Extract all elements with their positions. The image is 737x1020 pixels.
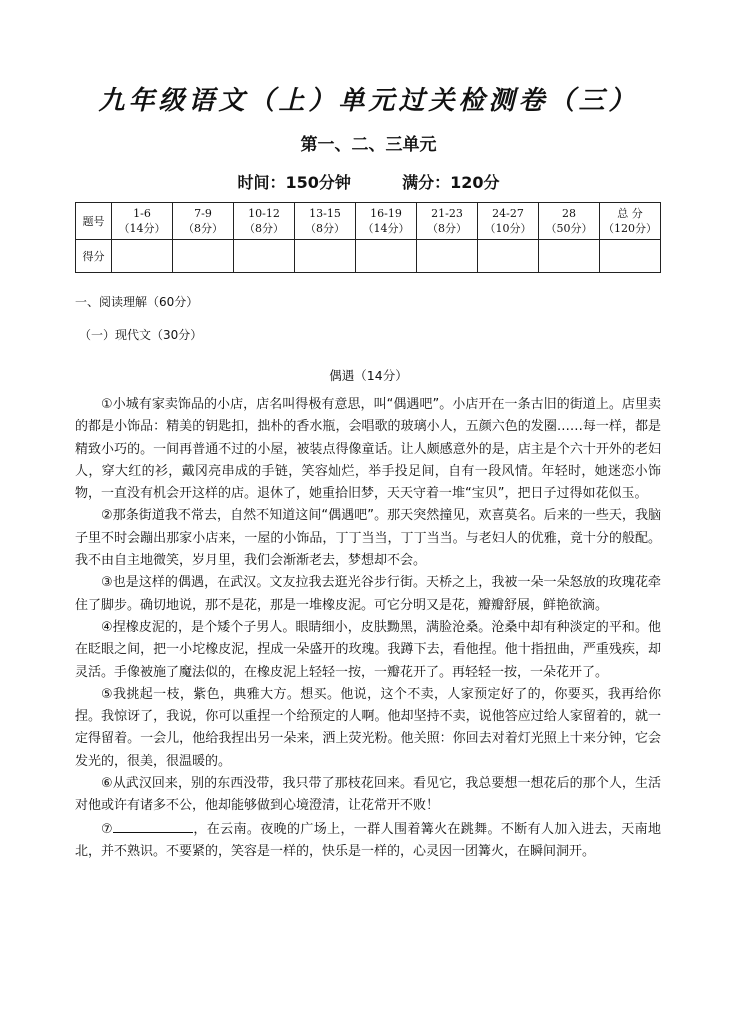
score-col-total: 总 分 （120分）: [600, 203, 661, 240]
article-paragraph: ②那条街道我不常去，自然不知道这间“偶遇吧”。那天突然撞见，欢喜莫名。后来的一些天，我脑子里不时会蹦出那家小店来，一屋的小饰品，丁丁当当，丁丁当当。与老妇人的优雅，竟十分的般配。我不由自主地微笑，岁月里，我们会渐渐老去，梦想却不会。: [75, 508, 661, 569]
article-paragraph: [75, 818, 661, 864]
score-col-5: 16-19 （14分）: [356, 203, 417, 240]
article-title: 偶遇（14分）: [329, 368, 408, 383]
question-number-row: [76, 203, 661, 240]
article-paragraph: ③也是这样的偶遇，在武汉。文友拉我去逛光谷步行街。天桥之上，我被一朵一朵怒放的玫瑰花牵住了脚步。确切地说，那不是花，那是一堆橡皮泥。可它分明又是花，瓣瓣舒展，鲜艳欲滴。: [75, 575, 661, 613]
score-cell[interactable]: [234, 240, 295, 273]
score-col-8: 28 （50分）: [539, 203, 600, 240]
score-table: [75, 202, 661, 273]
score-col-4: 13-15 （8分）: [295, 203, 356, 240]
score-cell[interactable]: [600, 240, 661, 273]
score-cell[interactable]: [173, 240, 234, 273]
score-entry-row: [76, 240, 661, 273]
time-label: 时间：150分钟: [237, 173, 351, 192]
section-modern-heading: （一）现代文（30分）: [79, 328, 203, 342]
article-body: [75, 394, 661, 863]
score-cell[interactable]: [112, 240, 173, 273]
score-cell[interactable]: [478, 240, 539, 273]
score-col-3: 10-12 （8分）: [234, 203, 295, 240]
score-col-6: 21-23 （8分）: [417, 203, 478, 240]
exam-title: 九年级语文（上）单元过关检测卷（三）: [98, 86, 639, 116]
article-paragraph: ①小城有家卖饰品的小店，店名叫得极有意思，叫“偶遇吧”。小店开在一条古旧的街道上。店里卖的都是小饰品：精美的钥匙扣，拙朴的香水瓶，会唱歌的玻璃小人，五颜六色的发圈……每一样，都是精致小巧的。一间再普通不过的小屋，被装点得像童话。让人颇感意外的是，店主是个六十开外的老妇人，穿大红的衫，戴冈亮串成的手链，笑容灿烂，举手投足间，自有一段风情。年轻时，她迷恋小饰物，一直没有机会开这样的店。退休了，她重拾旧梦，天天守着一堆“宝贝”，把日子过得如花似玉。: [75, 397, 661, 502]
score-cell[interactable]: [356, 240, 417, 273]
score-col-2: 7-9 （8分）: [173, 203, 234, 240]
article-paragraph: ⑤我挑起一枝，紫色，典雅大方。想买。他说，这个不卖，人家预定好了的，你要买，我再给你捏。我惊讶了，我说，你可以重捏一个给预定的人啊。他却坚持不卖，说他答应过给人家留着的，就一定得留着。一会儿，他给我捏出另一朵来，洒上荧光粉。他关照：你回去对着灯光照上十来分钟，它会发光的，很美，很温暖的。: [75, 686, 661, 769]
row-label-score: 得分: [76, 240, 112, 273]
unit-subtitle: 第一、二、三单元: [300, 135, 437, 155]
article-paragraph: ⑥从武汉回来，别的东西没带，我只带了那枝花回来。看见它，我总要想一想花后的那个人，生活对他或许有诸多不公，他却能够做到心境澄清，让花常开不败！: [75, 776, 661, 814]
row-label-question: 题号: [76, 203, 112, 240]
score-col-1: 1-6 （14分）: [112, 203, 173, 240]
time-score-line: [0, 170, 737, 193]
score-cell[interactable]: [539, 240, 600, 273]
section-reading-heading: 一、阅读理解（60分）: [75, 295, 199, 309]
score-col-7: 24-27 （10分）: [478, 203, 539, 240]
paragraph-number: ⑦: [101, 821, 114, 837]
fill-in-blank[interactable]: [113, 818, 193, 833]
article-paragraph: ④捏橡皮泥的，是个矮个子男人。眼睛细小，皮肤黝黑，满脸沧桑。沧桑中却有种淡定的平和。他在眨眼之间，把一小坨橡皮泥，捏成一朵盛开的玫瑰。我蹲下去，看他捏。他十指扭曲，严重残疾，却灵活。手像被施了魔法似的，在橡皮泥上轻轻一按，一瓣花开了。再轻轻一按，一朵花开了。: [75, 619, 661, 680]
score-cell[interactable]: [295, 240, 356, 273]
full-score-label: 满分：120分: [402, 173, 500, 192]
score-cell[interactable]: [417, 240, 478, 273]
paragraph-text: ，在云南。夜晚的广场上，一群人围着篝火在跳舞。不断有人加入进去，天南地北，并不熟识。不要紧的，笑容是一样的，快乐是一样的，心灵因一团篝火，在瞬间洞开。: [75, 821, 661, 859]
